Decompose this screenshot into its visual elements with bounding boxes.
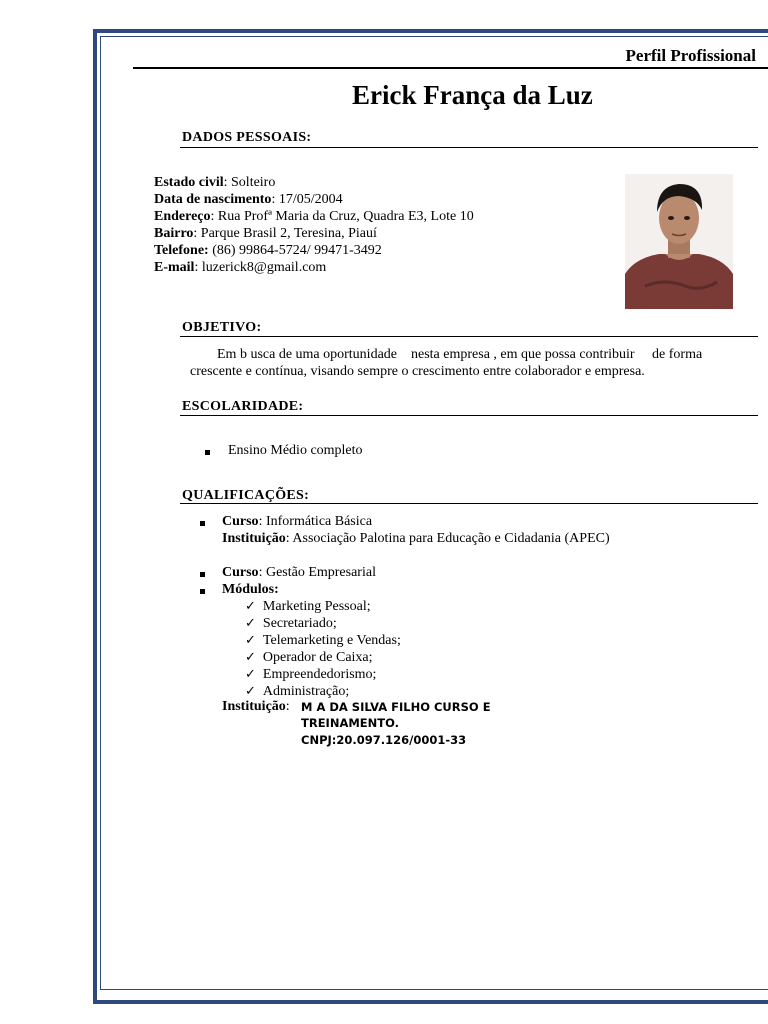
district-row: Bairro: Parque Brasil 2, Teresina, Piauí bbox=[154, 226, 377, 241]
bullet-icon bbox=[200, 521, 205, 526]
modules-list bbox=[245, 598, 401, 700]
check-icon: ✓ bbox=[245, 684, 256, 699]
header-rule bbox=[133, 67, 768, 69]
module-item: ✓ Marketing Pessoal; bbox=[245, 599, 371, 614]
personal-info bbox=[154, 174, 474, 276]
course-1: Curso: Informática Básica bbox=[222, 514, 373, 529]
education-item: Ensino Médio completo bbox=[228, 443, 363, 458]
check-icon: ✓ bbox=[245, 633, 256, 648]
address-row: Endereço: Rua Profª Maria da Cruz, Quadra E3, Lote 10 bbox=[154, 209, 474, 224]
bullet-icon bbox=[200, 572, 205, 577]
section-rule bbox=[180, 503, 758, 504]
institution-1: Instituição: Associação Palotina para Educação e Cidadania (APEC) bbox=[222, 531, 610, 546]
institution-2-label: Instituição: bbox=[222, 699, 290, 714]
module-item: ✓ Administração; bbox=[245, 684, 350, 699]
modules-label: Módulos: bbox=[222, 582, 279, 597]
institution-2-line-2: TREINAMENTO. bbox=[301, 716, 400, 730]
check-icon: ✓ bbox=[245, 616, 256, 631]
section-title-objective: OBJETIVO: bbox=[182, 320, 262, 335]
birth-row: Data de nascimento: 17/05/2004 bbox=[154, 192, 343, 207]
module-item: ✓ Empreendedorismo; bbox=[245, 667, 377, 682]
email-row: E-mail: luzerick8@gmail.com bbox=[154, 260, 327, 275]
check-icon: ✓ bbox=[245, 599, 256, 614]
section-title-personal: DADOS PESSOAIS: bbox=[182, 130, 312, 145]
objective-line-1: Em b usca de uma oportunidade nesta empresa , em que possa contribuir de forma bbox=[217, 347, 703, 362]
marital-row: Estado civil: Solteiro bbox=[154, 175, 276, 190]
module-item: ✓ Operador de Caixa; bbox=[245, 650, 373, 665]
objective-line-2: crescente e contínua, visando sempre o crescimento entre colaborador e empresa. bbox=[190, 364, 645, 379]
institution-2-line-1: M A DA SILVA FILHO CURSO E bbox=[301, 700, 491, 714]
portrait-illustration bbox=[625, 174, 733, 309]
profile-photo bbox=[625, 174, 733, 309]
phone-row: Telefone: (86) 99864-5724/ 99471-3492 bbox=[154, 243, 382, 258]
candidate-name: Erick França da Luz bbox=[352, 80, 593, 110]
section-rule bbox=[180, 415, 758, 416]
bullet-icon bbox=[205, 450, 210, 455]
section-title-education: ESCOLARIDADE: bbox=[182, 399, 304, 414]
section-title-qualifications: QUALIFICAÇÕES: bbox=[182, 488, 310, 503]
module-item: ✓ Secretariado; bbox=[245, 616, 337, 631]
institution-2-line-3: CNPJ:20.097.126/0001-33 bbox=[301, 733, 467, 747]
header-title: Perfil Profissional bbox=[625, 46, 756, 65]
bullet-icon bbox=[200, 589, 205, 594]
section-rule bbox=[180, 147, 758, 148]
check-icon: ✓ bbox=[245, 667, 256, 682]
course-2: Curso: Gestão Empresarial bbox=[222, 565, 376, 580]
module-item: ✓ Telemarketing e Vendas; bbox=[245, 633, 401, 648]
check-icon: ✓ bbox=[245, 650, 256, 665]
section-rule bbox=[180, 336, 758, 337]
